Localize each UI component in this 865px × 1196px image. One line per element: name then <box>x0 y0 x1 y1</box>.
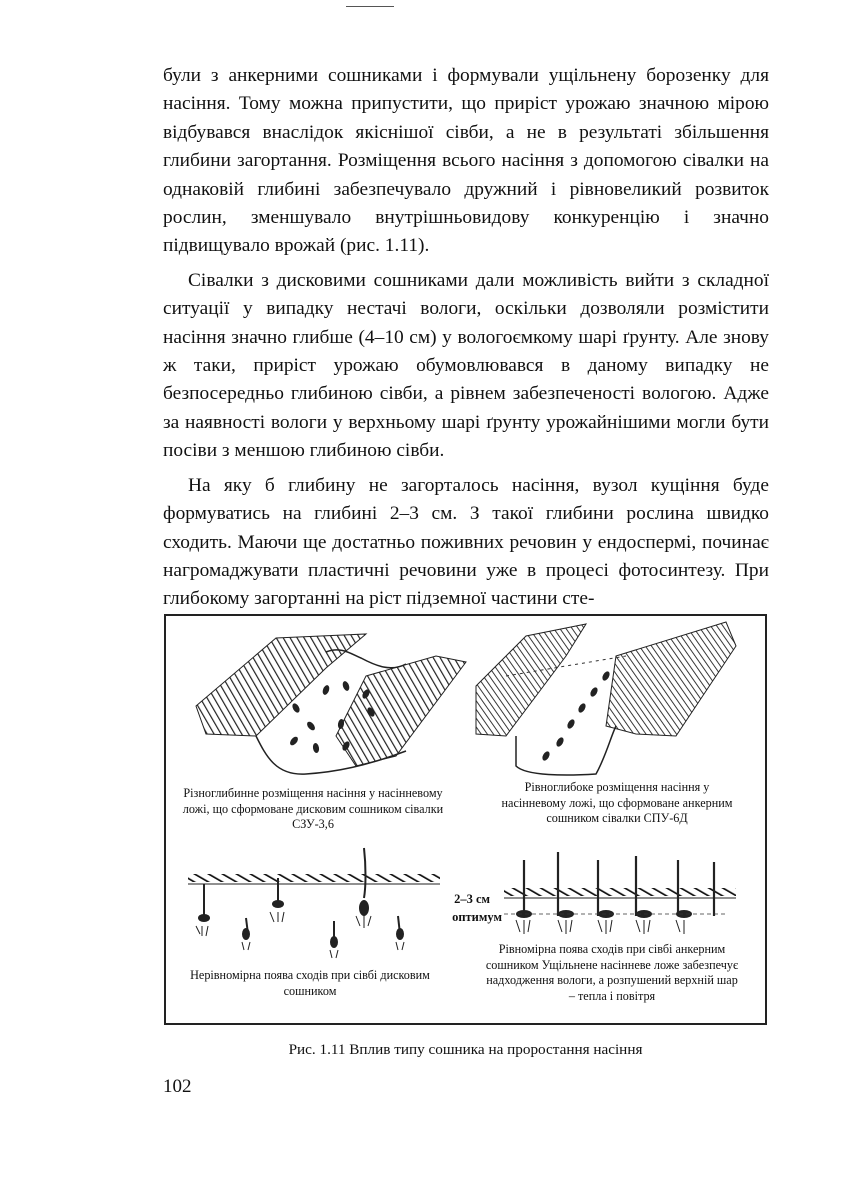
page-number: 102 <box>163 1076 192 1097</box>
header-rule <box>346 6 394 7</box>
optimum-label: оптимум <box>452 910 502 924</box>
figure-caption: Рис. 1.11 Вплив типу сошника на проростання насіння <box>288 1041 643 1058</box>
even-emergence-drawing <box>504 852 736 934</box>
paragraph-1: були з анкерними сошниками і формували ущільнену борозенку для насіння. Тому можна припустити, що приріст урожаю значною мірою відбувався внаслідок якіснішої сівби, а не в результаті збільшення глибини загортання. Розміщення всього насіння з допомогою сівалки на однаковій глибині забезпечувало дружний і рівновеликий розвиток рослин, зменшувало внутрішньовидову конкуренцію і значно підвищувало врожай (рис. 1.11). <box>163 65 769 257</box>
caption-uneven-emergence: Нерівномірна поява сходів при сівбі дисковим сошником <box>190 968 430 998</box>
paragraph-2: Сівалки з дисковими сошниками дали можливість вийти з складної ситуації у випадку нестачі вологи, оскільки дозволяли розмістити насіння значно глибше (4–10 см) у вологоємкому шарі ґрунту. Але знову ж таки, приріст урожаю обумовлювався в даному випадку не безпосередньо глибиною сівби, а рівнем забезпеченості вологою. Адже за наявності вологи у верхньому шарі ґрунту урожайнішими могли бути посіви з меншою глибиною сівби. <box>163 269 769 462</box>
caption-anchor-placement: Рівноглибоке розміщення насіння у насінневому ложі, що сформоване анкерним сошником сівалки СПУ-6Д <box>501 780 733 826</box>
caption-disk-placement: Різноглибинне розміщення насіння у насінневому ложі, що сформоване дисковим сошником сівалки СЗУ-3,6 <box>182 786 444 832</box>
disk-furrow-drawing <box>196 634 466 774</box>
body-text <box>163 62 769 614</box>
caption-even-emergence: Рівномірна поява сходів при сівбі анкерним сошником Ущільнене насінневе ложе забезпечує надходження вологи, а розпушений верхній шар – тепла і повітря <box>485 942 739 1003</box>
anchor-furrow-drawing <box>476 622 736 775</box>
figure-1-11 <box>164 614 767 1025</box>
uneven-emergence-drawing <box>188 848 440 958</box>
paragraph-3: На яку б глибину не загорталось насіння, вузол кущіння буде формуватись на глибині 2–3 см. З такої глибини рослина швидко сходить. Маючи ще достатньо поживних речовин у ендоспермі, починає нагромаджувати пластичні речовини уже в процесі фотосинтезу. При глибокому загортанні на ріст підземної частини сте- <box>163 474 769 610</box>
depth-label: 2–3 см <box>454 892 490 906</box>
